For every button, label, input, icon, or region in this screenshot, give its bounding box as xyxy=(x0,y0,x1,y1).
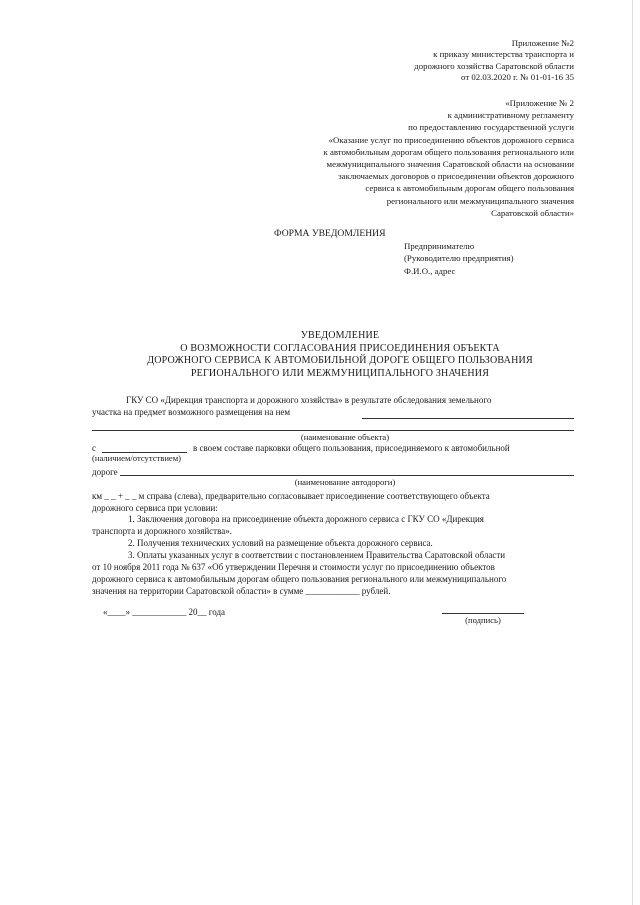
paragraph-text: ГКУ СО «Дирекция транспорта и дорожного хозяйства» в результате обследования земельного xyxy=(126,395,492,405)
reglament-line: заключаемых договоров о присоединении объектов дорожного xyxy=(338,171,574,182)
reglament-line: «Оказание услуг по присоединению объектов дорожного сервиса xyxy=(328,134,574,145)
caption-object: (наименование объекта) xyxy=(300,432,390,442)
scan-edge xyxy=(632,0,633,905)
signature-line xyxy=(442,613,524,614)
notice-title: УВЕДОМЛЕНИЕ xyxy=(300,330,380,341)
addressee-block xyxy=(404,240,594,277)
reglament-line: регионального или межмуниципального значения xyxy=(386,195,574,206)
object-blank-line xyxy=(362,418,574,419)
paragraph-text-span: участка на предмет возможного размещения на нем xyxy=(92,407,291,417)
condition-1: 1. Заключения договора на присоединение объекта дорожного сервиса с ГКУ СО «Дирекция xyxy=(128,514,484,524)
caption-presence: (наличием/отсутствием) xyxy=(92,453,182,463)
condition-3-cont: значения на территории Саратовской области» в сумме ____________ рублей. xyxy=(92,586,391,596)
addressee-line: (Руководителю предприятия) xyxy=(404,253,514,264)
condition-1-cont: транспорта и дорожного хозяйства». xyxy=(92,526,232,536)
reglament-line: межмуниципального значения Саратовской области на основании xyxy=(326,159,574,170)
addressee-line: Ф.И.О., адрес xyxy=(404,265,456,276)
date-field: «____» ____________ 20__ года xyxy=(103,607,226,617)
reglament-line: «Приложение № 2 xyxy=(505,98,574,108)
reglament-line: по предоставлению государственной услуги xyxy=(408,122,574,133)
addressee-line: Предпринимателю xyxy=(404,241,475,251)
km-line: км _ _ + _ _ м справа (слева), предварительно согласовывает присоединение соответствующего объекта xyxy=(92,491,490,501)
signature-caption: (подпись) xyxy=(465,615,501,625)
annex-block xyxy=(300,38,574,84)
notice-subtitle-line: О ВОЗМОЖНОСТИ СОГЛАСОВАНИЯ ПРИСОЕДИНЕНИЯ ОБЪЕКТА xyxy=(180,342,500,354)
caption-road: (наименование автодороги) xyxy=(294,477,396,487)
notice-subtitle-line: ДОРОЖНОГО СЕРВИСА К АВТОМОБИЛЬНОЙ ДОРОГЕ ОБЩЕГО ПОЛЬЗОВАНИЯ xyxy=(147,355,533,366)
condition-3: 3. Оплаты указанных услуг в соответствии с постановлением Правительства Саратовской области xyxy=(128,550,506,560)
reglament-line: к административному регламенту xyxy=(447,110,574,121)
annex-line: Приложение №2 xyxy=(511,38,574,48)
reglament-line: Саратовской области» xyxy=(491,207,574,218)
annex-line: от 02.03.2020 г. № 01-01-16 35 xyxy=(461,72,574,83)
reglament-line: к автомобильным дорогам общего пользования регионального или xyxy=(323,146,574,157)
notice-subtitle-line: РЕГИОНАЛЬНОГО ИЛИ МЕЖМУНИЦИПАЛЬНОГО ЗНАЧЕНИЯ xyxy=(190,367,490,379)
reglament-block xyxy=(250,97,574,219)
presence-text: в своем составе парковки общего пользования, присоединяемого к автомобильной xyxy=(193,443,510,453)
notice-heading xyxy=(120,330,560,380)
object-blank-line xyxy=(92,430,574,431)
km-line-2: дорожного сервиса при условии: xyxy=(92,503,218,513)
road-prefix: дороге xyxy=(92,467,118,477)
condition-2: 2. Получения технических условий на размещение объекта дорожного сервиса. xyxy=(128,538,433,548)
paragraph-text xyxy=(92,406,582,418)
annex-line: к приказу министерства транспорта и xyxy=(433,49,574,60)
presence-prefix: с xyxy=(92,443,96,453)
form-title: ФОРМА УВЕДОМЛЕНИЯ xyxy=(274,228,386,239)
condition-3-cont: от 10 ноября 2011 года № 637 «Об утверждении Перечня и стоимости услуг по присоединению объектов xyxy=(92,562,495,572)
condition-3-cont: дорожного сервиса к автомобильным дорогам общего пользования регионального или межмуниципального xyxy=(92,574,507,584)
road-blank-line xyxy=(120,475,574,476)
annex-line: дорожного хозяйства Саратовской области xyxy=(414,60,574,71)
reglament-line: сервиса к автомобильным дорогам общего пользования xyxy=(365,183,574,194)
